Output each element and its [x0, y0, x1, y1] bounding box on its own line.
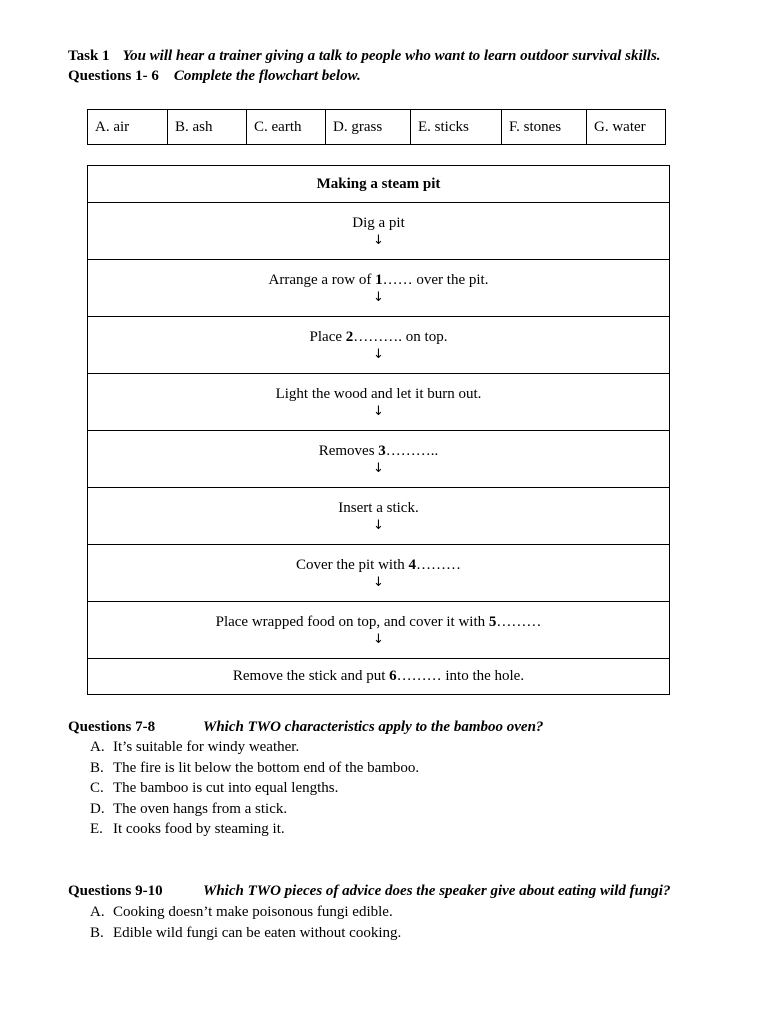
down-arrow-icon: ↓	[373, 632, 384, 647]
options-table	[87, 109, 666, 145]
flowchart-step	[88, 488, 670, 545]
flowchart-step-text: Light the wood and let it burn out.	[275, 386, 482, 402]
down-arrow-icon: ↓	[373, 575, 384, 590]
down-arrow-icon: ↓	[373, 233, 384, 248]
answer-choice	[90, 819, 419, 840]
flowchart-step	[88, 317, 670, 374]
questions-7-8-label: Questions 7-8	[68, 719, 156, 735]
option-f: F. stones	[502, 110, 587, 145]
blank-number: 4	[408, 557, 416, 573]
questions-1-6-label: Questions 1- 6	[68, 68, 159, 84]
flowchart-step-text: Place wrapped food on top, and cover it with 5………	[215, 614, 542, 630]
answer-choice	[90, 737, 419, 758]
answer-choice	[90, 758, 419, 779]
down-arrow-icon: ↓	[373, 518, 384, 533]
choice-letter: D.	[90, 800, 105, 817]
flowchart-step-text: Removes 3………..	[318, 443, 439, 459]
questions-9-10-header	[68, 881, 670, 901]
flowchart	[87, 165, 670, 695]
choice-letter: C.	[90, 780, 104, 797]
down-arrow-icon: ↓	[373, 461, 384, 476]
questions-9-10-label: Questions 9-10	[68, 883, 163, 899]
flowchart-step	[88, 545, 670, 602]
flowchart-step-text: Insert a stick.	[338, 500, 419, 516]
questions-7-8-prompt: Which TWO characteristics apply to the bamboo oven?	[203, 719, 544, 735]
flowchart-step	[88, 602, 670, 659]
down-arrow-icon: ↓	[373, 290, 384, 305]
choice-text: The bamboo is cut into equal lengths.	[113, 780, 339, 797]
questions-1-6-instruction: Complete the flowchart below.	[173, 68, 361, 84]
flowchart-step	[88, 260, 670, 317]
choice-text: The oven hangs from a stick.	[113, 800, 288, 817]
option-e: E. sticks	[411, 110, 502, 145]
choice-text: It cooks food by steaming it.	[113, 821, 285, 838]
option-a: A. air	[88, 110, 168, 145]
option-g: G. water	[587, 110, 666, 145]
questions-9-10-prompt: Which TWO pieces of advice does the speaker give about eating wild fungi?	[203, 883, 671, 899]
choice-text: Edible wild fungi can be eaten without cooking.	[113, 924, 402, 941]
flowchart-step-text: Arrange a row of 1…… over the pit.	[268, 272, 489, 288]
choice-letter: A.	[90, 904, 105, 920]
task-header	[68, 46, 661, 66]
blank-number: 3	[378, 443, 386, 459]
blank-number: 2	[345, 329, 354, 345]
option-b: B. ash	[168, 110, 247, 145]
choice-letter: A.	[90, 739, 105, 755]
flowchart-step-text: Remove the stick and put 6……… into the hole.	[232, 668, 525, 684]
flowchart-step	[88, 203, 670, 260]
questions-7-8-choices	[90, 737, 419, 840]
task-instruction: You will hear a trainer giving a talk to people who want to learn outdoor survival skills.	[122, 48, 661, 64]
flowchart-step-text: Cover the pit with 4………	[296, 557, 461, 573]
questions-1-6-header	[68, 66, 361, 86]
flowchart-step	[88, 431, 670, 488]
flowchart-step	[88, 374, 670, 431]
questions-9-10-choices	[90, 902, 401, 943]
choice-text: The fire is lit below the bottom end of the bamboo.	[113, 759, 420, 776]
blank-number: 5	[488, 614, 497, 630]
choice-text: Cooking doesn’t make poisonous fungi edible.	[113, 904, 393, 920]
down-arrow-icon: ↓	[373, 404, 384, 419]
answer-choice	[90, 902, 401, 923]
blank-number: 1	[375, 272, 383, 288]
answer-choice	[90, 923, 401, 944]
option-d: D. grass	[326, 110, 411, 145]
down-arrow-icon: ↓	[373, 347, 384, 362]
choice-letter: B.	[90, 759, 104, 776]
answer-choice	[90, 778, 419, 799]
flowchart-title: Making a steam pit	[88, 166, 670, 203]
flowchart-step-text: Place 2………. on top.	[309, 329, 448, 345]
flowchart-step-text: Dig a pit	[352, 215, 405, 231]
choice-letter: E.	[90, 821, 103, 838]
option-c: C. earth	[247, 110, 326, 145]
questions-7-8-header	[68, 717, 543, 737]
choice-letter: B.	[90, 924, 104, 941]
answer-choice	[90, 799, 419, 820]
choice-text: It’s suitable for windy weather.	[113, 739, 300, 755]
blank-number: 6	[389, 668, 397, 684]
task-label: Task 1	[68, 48, 110, 64]
flowchart-step	[88, 659, 670, 695]
